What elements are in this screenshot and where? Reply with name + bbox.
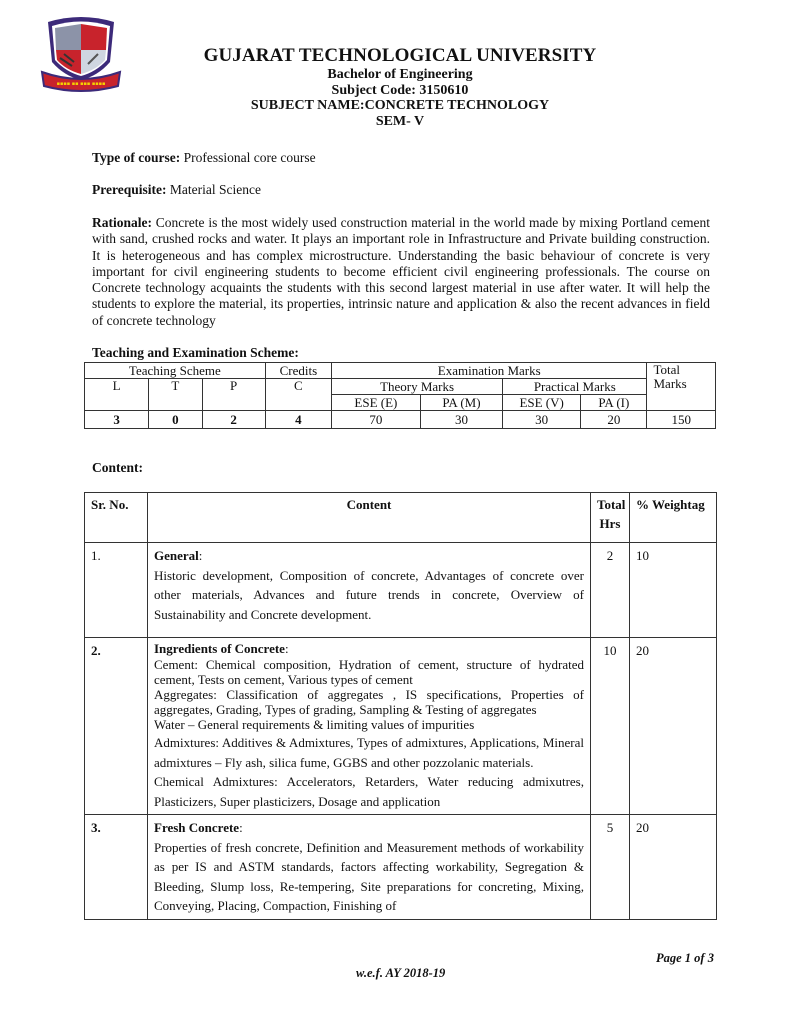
type-of-course-value: Professional core course xyxy=(180,150,316,165)
row-sr-no: 2. xyxy=(85,638,148,815)
value-total: 150 xyxy=(647,411,716,429)
table-row xyxy=(85,815,717,920)
value-p: 2 xyxy=(202,411,265,429)
subject-name: SUBJECT NAME:CONCRETE TECHNOLOGY xyxy=(250,98,550,113)
value-t: 0 xyxy=(149,411,202,429)
row-title: Ingredients of Concrete xyxy=(154,641,285,656)
row-sr-no: 1. xyxy=(85,543,148,638)
effective-from: w.e.f. AY 2018-19 xyxy=(356,966,446,980)
header-practical-marks: Practical Marks xyxy=(503,379,647,395)
row-hrs: 5 xyxy=(591,815,630,920)
row-weightage: 20 xyxy=(630,815,717,920)
table-row xyxy=(85,638,717,815)
header-pa-m: PA (M) xyxy=(420,395,502,411)
value-l: 3 xyxy=(85,411,149,429)
table-row xyxy=(85,543,717,638)
document-header xyxy=(200,45,600,129)
header-p: P xyxy=(202,379,265,411)
row-content: General: Historic development, Composition of concrete, Advantages of concrete over other materials, Advances and future trends in concrete, Overview of Sustainability and Concrete development. xyxy=(148,543,591,638)
rationale xyxy=(92,215,710,329)
header-sr-no: Sr. No. xyxy=(85,493,148,543)
header-total-marks: Total Marks xyxy=(647,363,716,411)
row-body: Admixtures: Additives & Admixtures, Types of admixtures, Applications, Mineral admixtures – Fly ash, silica fume, GGBS and other pozzolanic materials. xyxy=(154,735,584,770)
prerequisite-label: Prerequisite: xyxy=(92,182,167,197)
row-body: Water – General requirements & limiting values of impurities xyxy=(154,717,475,732)
degree: Bachelor of Engineering xyxy=(327,67,473,82)
content-title: Content: xyxy=(92,460,143,475)
page-number: Page 1 of 3 xyxy=(656,951,714,965)
row-body: Chemical Admixtures: Accelerators, Retarders, Water reducing admixutres, Plasticizers, Super plasticizers, Dosage and application xyxy=(154,774,584,809)
university-name: GUJARAT TECHNOLOGICAL UNIVERSITY xyxy=(203,45,597,66)
value-c: 4 xyxy=(265,411,331,429)
row-body: Aggregates: Classification of aggregates , IS specifications, Properties of aggregates, Grading, Types of grading, Sampling & Testing of aggregates xyxy=(154,687,584,717)
header-credits: Credits xyxy=(265,363,331,379)
rationale-label: Rationale: xyxy=(92,215,152,230)
row-body: Cement: Chemical composition, Hydration of cement, structure of hydrated cement, Tests on cement, Various types of cement xyxy=(154,657,584,687)
header-teaching-scheme: Teaching Scheme xyxy=(85,363,266,379)
value-ese-v: 30 xyxy=(503,411,581,429)
content-header-row xyxy=(85,493,717,543)
header-examination-marks: Examination Marks xyxy=(332,363,647,379)
teaching-examination-scheme-table xyxy=(84,362,716,429)
header-content: Content xyxy=(148,493,591,543)
university-logo xyxy=(38,14,124,94)
header-total-hrs: Total Hrs xyxy=(591,493,630,543)
row-title: General xyxy=(154,548,199,563)
row-content: Ingredients of Concrete: Cement: Chemical composition, Hydration of cement, structure of hydrated cement, Tests on cement, Various types of cement Aggregates: Classification of aggregates , IS specifications, Properties of aggregates, Grading, Types of grading, Sampling & Testing of aggregates Water – General requirements & limiting values of impurities Admixtures: Additives & Admixtures, Types of admixtures, Applications, Mineral admixtures – Fly ash, silica fume, GGBS and other pozzolanic materials. Chemical Admixtures: Accelerators, Retarders, Water reducing admixutres, Plasticizers, Super plasticizers, Dosage and application xyxy=(148,638,591,815)
header-ese-v: ESE (V) xyxy=(503,395,581,411)
row-sr-no: 3. xyxy=(85,815,148,920)
header-t: T xyxy=(149,379,202,411)
value-ese-e: 70 xyxy=(332,411,421,429)
row-body: Historic development, Composition of concrete, Advantages of concrete over other materials, Advances and future trends in concrete, Overview of Sustainability and Concrete development. xyxy=(154,567,584,622)
header-pa-i: PA (I) xyxy=(581,395,647,411)
subject-code: Subject Code: 3150610 xyxy=(331,82,469,98)
scheme-title: Teaching and Examination Scheme: xyxy=(92,345,299,360)
header-c: C xyxy=(265,379,331,411)
svg-text:▪▪▪▪ ▪▪ ▪▪▪ ▪▪▪▪: ▪▪▪▪ ▪▪ ▪▪▪ ▪▪▪▪ xyxy=(56,81,106,87)
row-hrs: 2 xyxy=(591,543,630,638)
header-l: L xyxy=(85,379,149,411)
value-pa-m: 30 xyxy=(420,411,502,429)
row-content: Fresh Concrete: Properties of fresh concrete, Definition and Measurement methods of workability as per IS and ASTM standards, factors affecting workability, Segregation & Bleeding, Slump loss, Re-tempering, Site preparations for concreting, Mixing, Conveying, Placing, Compaction, Finishing of xyxy=(148,815,591,920)
type-of-course-label: Type of course: xyxy=(92,150,181,165)
row-weightage: 20 xyxy=(630,638,717,815)
row-weightage: 10 xyxy=(630,543,717,638)
row-body: Properties of fresh concrete, Definition and Measurement methods of workability as per IS and ASTM standards, factors affecting workability, Segregation & Bleeding, Slump loss, Re-tempering, Site preparations for concreting, Mixing, Conveying, Placing, Compaction, Finishing of xyxy=(154,839,584,913)
type-of-course xyxy=(92,150,316,166)
rationale-text: Concrete is the most widely used construction material in the world made by mixing Portland cement with sand, crushed rocks and water. It plays an important role in Infrastructure and Private building construction. It is heterogeneous and has complex microstructure. Understanding the basic behaviour of concrete is very important for civil engineering students to become efficient civil engineering professionals. The course on Concrete technology acquaints the students with this second largest material in use after water. It will help the students to explore the material, its properties, intrinsic nature and application & also the recent advances in field of concrete technology xyxy=(92,215,710,328)
prerequisite-value: Material Science xyxy=(166,182,261,197)
semester: SEM- V xyxy=(375,113,425,129)
gtu-crest-icon xyxy=(38,14,124,94)
header-weightage: % Weightag xyxy=(630,493,717,543)
row-hrs: 10 xyxy=(591,638,630,815)
prerequisite xyxy=(92,182,261,198)
value-pa-i: 20 xyxy=(581,411,647,429)
content-table xyxy=(84,492,717,920)
row-title: Fresh Concrete xyxy=(154,820,240,835)
header-theory-marks: Theory Marks xyxy=(332,379,503,395)
header-ese-e: ESE (E) xyxy=(332,395,421,411)
